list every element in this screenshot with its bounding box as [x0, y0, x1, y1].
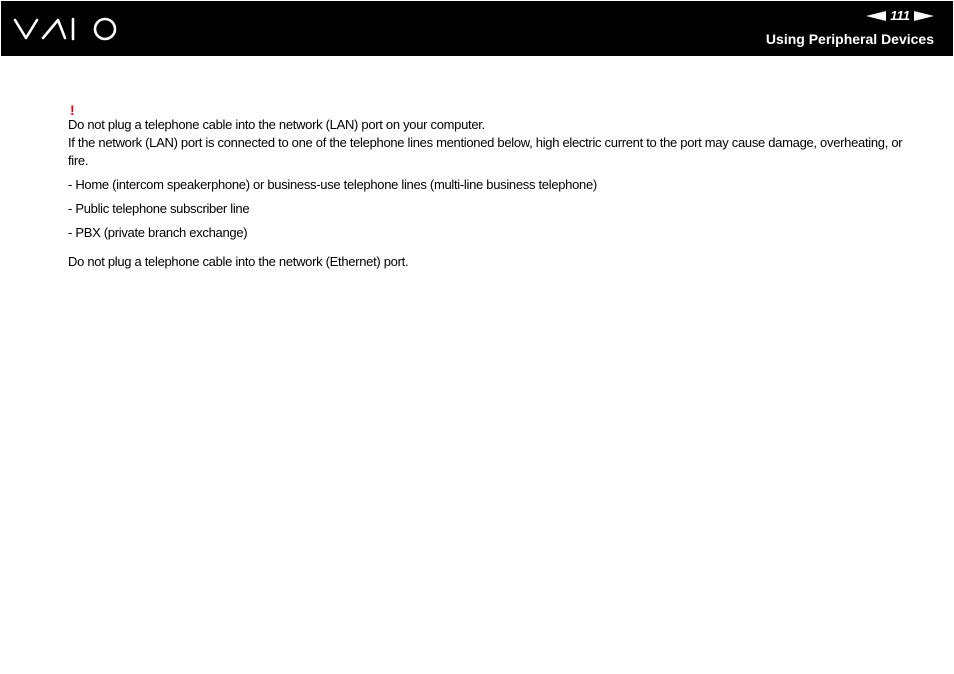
page-header — [1, 1, 953, 56]
list-item: - PBX (private branch exchange) — [68, 225, 248, 240]
telephone-lines-list — [68, 176, 918, 242]
page-content — [68, 102, 918, 271]
page-number: 111 — [890, 8, 910, 23]
vaio-logo — [13, 16, 121, 42]
section-title: Using Peripheral Devices — [765, 31, 934, 47]
previous-page-arrow-icon[interactable] — [866, 11, 886, 21]
next-page-arrow-icon[interactable] — [914, 11, 934, 21]
warning-exclamation-icon: ! — [70, 102, 75, 118]
final-paragraph: Do not plug a telephone cable into the network (Ethernet) port. — [68, 254, 409, 269]
warning-paragraph-2: If the network (LAN) port is connected to one of the telephone lines mentioned below, high electric current to the port may cause damage, overheating, or fire. — [68, 135, 903, 168]
list-item: - Home (intercom speakerphone) or business-use telephone lines (multi-line business telephone) — [68, 177, 597, 192]
list-item: - Public telephone subscriber line — [68, 201, 250, 216]
page-navigation — [866, 9, 934, 23]
warning-paragraph-1: Do not plug a telephone cable into the network (LAN) port on your computer. — [68, 117, 485, 132]
